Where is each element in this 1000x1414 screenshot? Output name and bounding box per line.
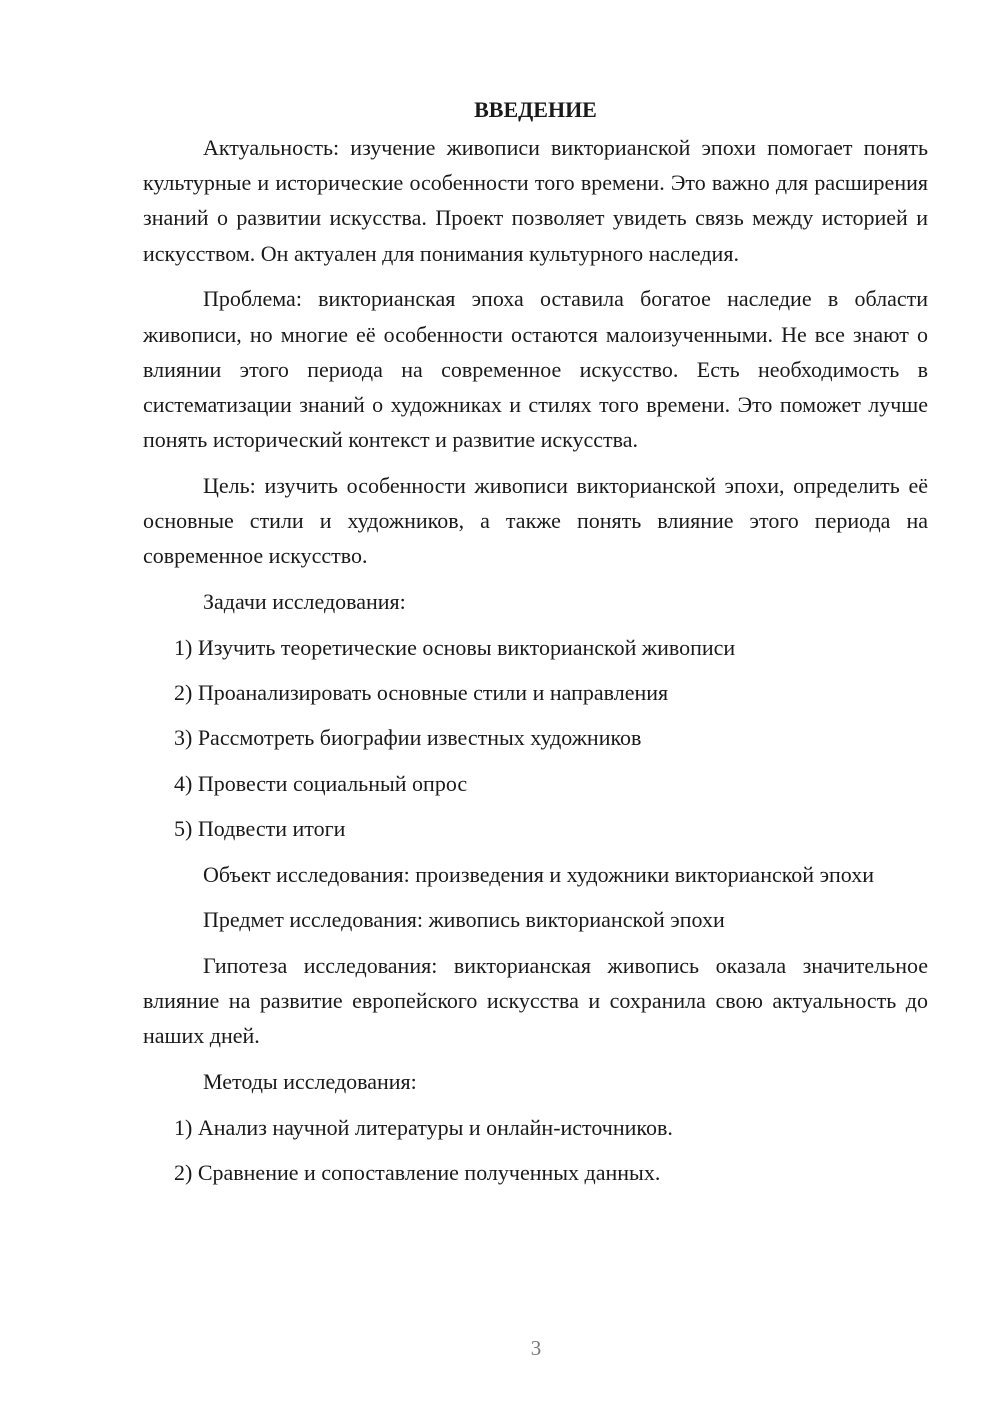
page-number: 3 xyxy=(530,1336,542,1360)
tasks-list xyxy=(143,630,928,847)
list-item: 2) Сравнение и сопоставление полученных данных. xyxy=(174,1160,661,1186)
list-item: 1) Анализ научной литературы и онлайн-источников. xyxy=(174,1114,673,1140)
section-title: ВВЕДЕНИЕ xyxy=(474,97,597,122)
list-item: 5) Подвести итоги xyxy=(174,816,346,842)
goal-paragraph: Цель: изучить особенности живописи викторианской эпохи, определить её основные стили и художников, а также понять влияние этого периода на современное искусство. xyxy=(143,472,928,569)
hypothesis-paragraph: Гипотеза исследования: викторианская живопись оказала значительное влияние на развитие европейского искусства и сохранила свою актуальность до наших дней. xyxy=(143,953,928,1049)
tasks-heading: Задачи исследования: xyxy=(203,588,406,614)
list-item: 1) Изучить теоретические основы викторианской живописи xyxy=(174,634,736,660)
methods-list xyxy=(143,1110,928,1191)
problem-paragraph: Проблема: викторианская эпоха оставила богатое наследие в области живописи, но многие её особенности остаются малоизученными. Не все знают о влиянии этого периода на современное искусство. Есть необходимость в систематизации знаний о художниках и стилях того времени. Это поможет лучше понять исторический контекст и развитие искусства. xyxy=(143,286,928,453)
list-item: 3) Рассмотреть биографии известных художников xyxy=(174,725,642,751)
methods-heading: Методы исследования: xyxy=(203,1069,417,1095)
object-paragraph: Объект исследования: произведения и художники викторианской эпохи xyxy=(203,861,875,887)
relevance-paragraph: Актуальность: изучение живописи викторианской эпохи помогает понять культурные и исторические особенности того времени. Это важно для расширения знаний о развитии искусства. Проект позволяет увидеть связь между историей и искусством. Он актуален для понимания культурного наследия. xyxy=(143,135,928,266)
list-item: 4) Провести социальный опрос xyxy=(174,770,468,796)
subject-paragraph: Предмет исследования: живопись викторианской эпохи xyxy=(203,907,725,933)
list-item: 2) Проанализировать основные стили и направления xyxy=(174,680,669,706)
document-page xyxy=(143,92,928,1201)
